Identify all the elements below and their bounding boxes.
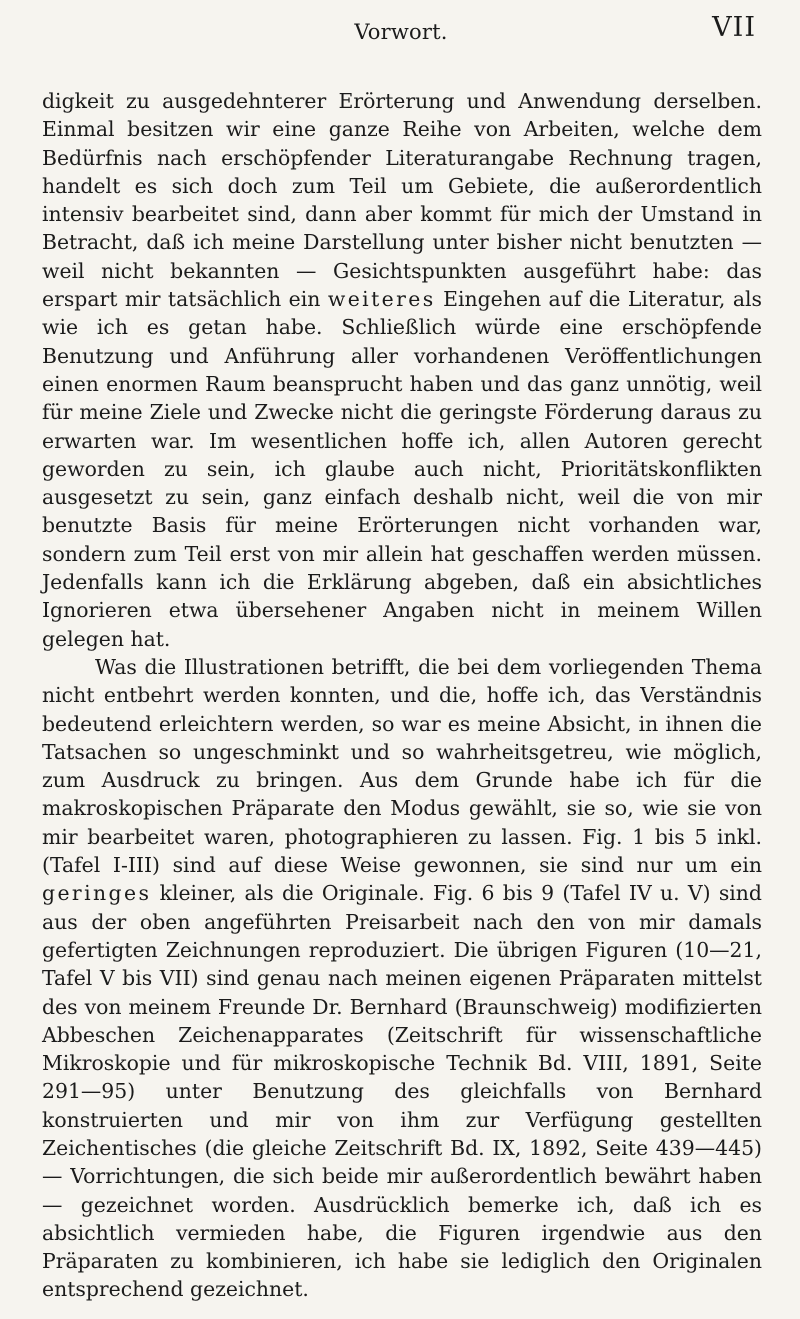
emphasized-word: geringes	[42, 881, 152, 906]
text-run: Was die Illustrationen betrifft, die bei dem vorliegenden Thema nicht entbehrt werden konnten, und die, hoffe ich, das Verständnis bedeutend erleichtern werden, so war es meine Absicht, in ihnen die Tatsachen so ungeschminkt und so wahrheitsgetreu, wie möglich, zum Ausdruck zu bringen. Aus dem Grunde habe ich für die makroskopischen Präparate den Modus gewählt, sie so, wie sie von mir bearbeitet waren, photographieren zu lassen. Fig. 1 bis 5 inkl. (Tafel I-III) sind auf diese Weise gewonnen, sie sind nur um ein	[42, 654, 762, 878]
text-run: kleiner, als die Originale. Fig. 6 bis 9 (Tafel IV u. V) sind aus der oben angeführten Preisarbeit nach den von mir damals gefertigten Zeichnungen reproduziert. Die übrigen Figuren (10—21, Tafel V bis VII) sind genau nach meinen eigenen Präparaten mittelst des von meinem Freunde Dr. Bernhard (Braunschweig) modifizierten Abbeschen Zeichenapparates (Zeitschrift für wissenschaftliche Mikroskopie und für mikroskopische Technik Bd. VIII, 1891, Seite 291—95) unter Benutzung des gleichfalls von Bernhard konstruierten und mir von ihm zur Verfügung gestellten Zeichentisches (die gleiche Zeitschrift Bd. IX, 1892, Seite 439—445) — Vorrichtungen, die sich beide mir außerordentlich bewährt haben — gezeichnet worden. Ausdrücklich bemerke ich, daß ich es absichtlich vermieden habe, die Figuren irgendwie aus den Präparaten zu kombinieren, ich habe sie lediglich den Originalen entsprechend gezeichnet.	[42, 881, 762, 1302]
page-number: VII	[712, 12, 756, 43]
running-title: Vorwort.	[354, 20, 448, 44]
emphasized-word: weiteres	[327, 287, 436, 312]
text-run: Eingehen auf die Literatur, als wie ich es getan habe. Schließlich würde eine erschöpfende Benutzung und Anführung aller vorhandenen Veröffentlichungen einen enormen Raum beansprucht haben und das ganz unnötig, weil für meine Ziele und Zwecke nicht die geringste Förderung daraus zu erwarten war. Im wesentlichen hoffe ich, allen Autoren gerecht geworden zu sein, ich glaube auch nicht, Prioritätskonflikten ausgesetzt zu sein, ganz einfach deshalb nicht, weil die von mir benutzte Basis für meine Erörterungen nicht vorhanden war, sondern zum Teil erst von mir allein hat geschaffen werden müssen. Jedenfalls kann ich die Erklärung abgeben, daß ein absichtliches Ignorieren etwa übersehener Angaben nicht in meinem Willen gelegen hat.	[42, 287, 763, 651]
page-header	[42, 0, 760, 60]
text-run: digkeit zu ausgedehnterer Erörterung und Anwendung derselben. Einmal besitzen wir eine ganze Reihe von Arbeiten, welche dem Bedürfnis nach erschöpfender Literaturangabe Rechnung tragen, handelt es sich doch zum Teil um Gebiete, die außerordentlich intensiv bearbeitet sind, dann aber kommt für mich der Umstand in Betracht, daß ich meine Darstellung unter bisher nicht benutzten — weil nicht bekannten — Gesichtspunkten ausgeführt habe: das erspart mir tatsächlich ein	[42, 89, 762, 312]
paragraph-2	[42, 653, 762, 1304]
body-text	[42, 87, 762, 1304]
paragraph-1	[42, 87, 762, 653]
